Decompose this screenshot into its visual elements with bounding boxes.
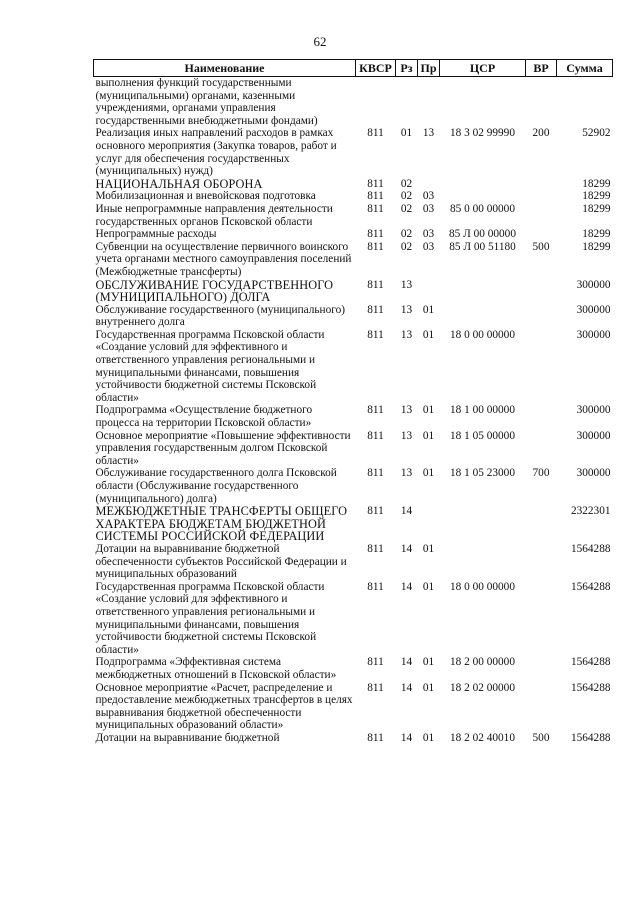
cell-vr: 500 bbox=[532, 731, 550, 744]
cell-name: МЕЖБЮДЖЕТНЫЕ ТРАНСФЕРТЫ ОБЩЕГО ХАРАКТЕРА БЮДЖЕТАМ БЮДЖЕТНОЙ СИСТЕМЫ РОССИЙСКОЙ ФЕДЕРАЦИИ bbox=[95, 504, 348, 544]
cell-sum: 300000 bbox=[576, 278, 611, 291]
cell-kvsr: 811 bbox=[367, 429, 384, 442]
cell-rz bbox=[396, 77, 418, 128]
cell-rz: 02 bbox=[400, 240, 413, 253]
cell-name: Дотации на выравнивание бюджетной обеспеченности субъектов Российской Федерации и муниципальных образований bbox=[95, 542, 347, 581]
table-row bbox=[94, 279, 613, 304]
cell-rz: 14 bbox=[400, 580, 413, 593]
cell-vr: 700 bbox=[532, 467, 550, 480]
cell-csr: 18 3 02 99990 bbox=[450, 127, 515, 140]
cell-pr: 03 bbox=[422, 190, 435, 203]
cell-vr bbox=[526, 279, 557, 304]
cell-name: Подпрограмма «Осуществление бюджетного процесса на территории Псковской области» bbox=[95, 404, 313, 430]
table-row bbox=[94, 304, 613, 329]
cell-csr: 18 1 05 00000 bbox=[450, 429, 515, 442]
cell-rz: 02 bbox=[400, 228, 413, 241]
cell-pr: 01 bbox=[422, 429, 435, 442]
header-pr: Пр bbox=[418, 60, 440, 77]
cell-csr: 18 0 00 00000 bbox=[450, 328, 515, 341]
table-row bbox=[94, 732, 613, 745]
cell-csr bbox=[440, 279, 526, 304]
cell-csr: 18 0 00 00000 bbox=[450, 580, 515, 593]
cell-vr bbox=[526, 682, 557, 732]
cell-kvsr: 811 bbox=[367, 228, 384, 241]
cell-pr: 01 bbox=[422, 303, 435, 316]
cell-rz: 14 bbox=[400, 681, 413, 694]
cell-vr bbox=[526, 656, 557, 681]
cell-vr bbox=[526, 190, 557, 203]
cell-pr bbox=[418, 505, 440, 543]
cell-pr bbox=[418, 279, 440, 304]
header-vr: ВР bbox=[526, 60, 557, 77]
table-row bbox=[94, 682, 613, 732]
table-row bbox=[94, 430, 613, 468]
cell-name: Государственная программа Псковской области «Создание условий для эффективного и ответственного управления региональными и муниципальными финансами, повышения устойчивости бюджетной системы Псковской области» bbox=[95, 580, 325, 656]
page-number: 62 bbox=[313, 34, 327, 49]
cell-sum: 18299 bbox=[582, 190, 611, 203]
cell-kvsr: 811 bbox=[367, 190, 384, 203]
cell-name: Основное мероприятие «Расчет, распределение и предоставление межбюджетных трансфертов в целях выравнивания бюджетной обеспеченности муниципальных образований области» bbox=[95, 681, 353, 732]
table-row bbox=[94, 77, 613, 128]
cell-rz: 14 bbox=[400, 656, 413, 669]
cell-kvsr: 811 bbox=[367, 278, 384, 291]
cell-kvsr: 811 bbox=[367, 404, 384, 417]
cell-rz: 13 bbox=[400, 328, 413, 341]
cell-kvsr: 811 bbox=[367, 303, 384, 316]
cell-vr bbox=[526, 77, 557, 128]
cell-sum: 1564288 bbox=[570, 731, 611, 744]
cell-rz: 02 bbox=[400, 177, 413, 190]
cell-rz: 01 bbox=[400, 127, 413, 140]
table-row bbox=[94, 203, 613, 228]
cell-sum: 52902 bbox=[582, 127, 611, 140]
cell-sum: 1564288 bbox=[570, 580, 611, 593]
cell-kvsr: 811 bbox=[367, 177, 384, 190]
cell-sum: 1564288 bbox=[570, 681, 611, 694]
cell-sum: 300000 bbox=[576, 429, 611, 442]
cell-name: Непрограммные расходы bbox=[95, 228, 217, 241]
cell-pr: 03 bbox=[422, 240, 435, 253]
cell-csr: 18 1 05 23000 bbox=[450, 467, 515, 480]
table-row bbox=[94, 178, 613, 191]
cell-csr: 85 0 00 00000 bbox=[450, 202, 515, 215]
cell-name: выполнения функций государственными (муниципальными) органами, казенными учреждениями, органами управления государственными внебюджетными фондами) bbox=[95, 77, 318, 127]
cell-pr: 01 bbox=[422, 328, 435, 341]
table-row bbox=[94, 329, 613, 405]
cell-vr bbox=[526, 430, 557, 468]
cell-rz: 14 bbox=[400, 542, 413, 555]
cell-name: Мобилизационная и вневойсковая подготовка bbox=[95, 190, 316, 203]
table-header-row bbox=[94, 60, 613, 77]
cell-vr bbox=[526, 228, 557, 241]
table-row bbox=[94, 404, 613, 429]
cell-csr: 18 2 00 00000 bbox=[450, 656, 515, 669]
cell-rz: 13 bbox=[400, 467, 413, 480]
header-rz: Рз bbox=[396, 60, 418, 77]
table-row bbox=[94, 505, 613, 543]
cell-vr bbox=[526, 505, 557, 543]
header-name: Наименование bbox=[94, 60, 356, 77]
cell-csr: 18 1 00 00000 bbox=[450, 404, 515, 417]
cell-csr bbox=[440, 190, 526, 203]
cell-pr: 01 bbox=[422, 404, 435, 417]
cell-sum: 300000 bbox=[576, 404, 611, 417]
cell-csr: 18 2 02 00000 bbox=[450, 681, 515, 694]
cell-rz: 14 bbox=[400, 505, 413, 518]
cell-csr bbox=[440, 77, 526, 128]
cell-kvsr: 811 bbox=[367, 505, 384, 518]
cell-pr: 01 bbox=[422, 656, 435, 669]
cell-sum: 300000 bbox=[576, 467, 611, 480]
cell-kvsr: 811 bbox=[367, 328, 384, 341]
budget-table bbox=[93, 59, 613, 744]
cell-vr bbox=[526, 581, 557, 657]
table-row bbox=[94, 127, 613, 177]
cell-sum: 300000 bbox=[576, 328, 611, 341]
cell-vr bbox=[526, 543, 557, 581]
cell-pr bbox=[418, 77, 440, 128]
cell-sum: 18299 bbox=[582, 240, 611, 253]
cell-kvsr: 811 bbox=[367, 127, 384, 140]
cell-csr: 85 Л 00 00000 bbox=[449, 228, 516, 241]
cell-name: ОБСЛУЖИВАНИЕ ГОСУДАРСТВЕННОГО (МУНИЦИПАЛЬНОГО) ДОЛГА bbox=[95, 277, 334, 305]
cell-sum: 300000 bbox=[576, 303, 611, 316]
cell-pr: 01 bbox=[422, 731, 435, 744]
cell-rz: 13 bbox=[400, 404, 413, 417]
cell-rz: 14 bbox=[400, 731, 413, 744]
cell-csr: 18 2 02 40010 bbox=[450, 731, 515, 744]
cell-sum: 18299 bbox=[582, 177, 611, 190]
cell-vr bbox=[526, 178, 557, 191]
cell-name: Обслуживание государственного (муниципального) внутреннего долга bbox=[95, 303, 345, 329]
cell-name: Субвенции на осуществление первичного воинского учета органами местного самоуправления поселений (Межбюджетные трансферты) bbox=[95, 240, 352, 278]
cell-csr bbox=[440, 304, 526, 329]
cell-kvsr bbox=[356, 77, 396, 128]
table-row bbox=[94, 190, 613, 203]
cell-kvsr: 811 bbox=[367, 542, 384, 555]
cell-vr bbox=[526, 404, 557, 429]
cell-kvsr: 811 bbox=[367, 580, 384, 593]
table-row bbox=[94, 543, 613, 581]
table-row bbox=[94, 241, 613, 279]
cell-kvsr: 811 bbox=[367, 467, 384, 480]
cell-name: Подпрограмма «Эффективная система межбюджетных отношений в Псковской области» bbox=[95, 656, 337, 681]
cell-vr: 500 bbox=[532, 240, 550, 253]
table-row bbox=[94, 656, 613, 681]
cell-pr: 01 bbox=[422, 580, 435, 593]
table-body bbox=[94, 77, 613, 745]
cell-csr bbox=[440, 543, 526, 581]
cell-sum: 18299 bbox=[582, 202, 611, 215]
cell-rz: 02 bbox=[400, 202, 413, 215]
cell-sum: 2322301 bbox=[570, 505, 611, 518]
cell-pr: 01 bbox=[422, 681, 435, 694]
cell-name: Реализация иных направлений расходов в рамках основного мероприятия (Закупка товаров, работ и услуг для обеспечения государственных (муниципальных) нужд) bbox=[95, 127, 337, 178]
cell-name: НАЦИОНАЛЬНАЯ ОБОРОНА bbox=[95, 176, 263, 191]
cell-name: Иные непрограммные направления деятельности государственных органов Псковской области bbox=[95, 202, 333, 228]
cell-kvsr: 811 bbox=[367, 202, 384, 215]
table-row bbox=[94, 467, 613, 505]
cell-csr: 85 Л 00 51180 bbox=[449, 240, 516, 253]
cell-pr: 13 bbox=[422, 127, 435, 140]
cell-sum: 1564288 bbox=[570, 542, 611, 555]
cell-kvsr: 811 bbox=[367, 681, 384, 694]
cell-pr bbox=[418, 178, 440, 191]
table-row bbox=[94, 581, 613, 657]
cell-rz: 02 bbox=[400, 190, 413, 203]
cell-pr: 03 bbox=[422, 202, 435, 215]
cell-pr: 01 bbox=[422, 467, 435, 480]
cell-name: Государственная программа Псковской области «Создание условий для эффективного и ответственного управления региональными и муниципальными финансами, повышения устойчивости бюджетной системы Псковской области» bbox=[95, 328, 325, 404]
cell-vr bbox=[526, 203, 557, 228]
cell-name: Дотации на выравнивание бюджетной bbox=[95, 731, 280, 744]
cell-sum: 1564288 bbox=[570, 656, 611, 669]
cell-sum bbox=[557, 77, 613, 128]
header-sum: Сумма bbox=[557, 60, 613, 77]
header-csr: ЦСР bbox=[440, 60, 526, 77]
cell-kvsr: 811 bbox=[367, 656, 384, 669]
cell-name: Обслуживание государственного долга Псковской области (Обслуживание государственного (муниципального) долга) bbox=[95, 467, 337, 505]
cell-rz: 13 bbox=[400, 303, 413, 316]
cell-csr bbox=[440, 505, 526, 543]
cell-kvsr: 811 bbox=[367, 240, 384, 253]
cell-vr bbox=[526, 329, 557, 405]
cell-vr: 200 bbox=[532, 127, 550, 140]
cell-pr: 03 bbox=[422, 228, 435, 241]
cell-pr: 01 bbox=[422, 542, 435, 555]
cell-vr bbox=[526, 304, 557, 329]
cell-rz: 13 bbox=[400, 278, 413, 291]
table-row bbox=[94, 228, 613, 241]
header-kvsr: КВСР bbox=[356, 60, 396, 77]
cell-kvsr: 811 bbox=[367, 731, 384, 744]
cell-name: Основное мероприятие «Повышение эффективности управления государственным долгом Псковской области» bbox=[95, 429, 351, 467]
cell-rz: 13 bbox=[400, 429, 413, 442]
cell-sum: 18299 bbox=[582, 228, 611, 241]
cell-csr bbox=[440, 178, 526, 191]
